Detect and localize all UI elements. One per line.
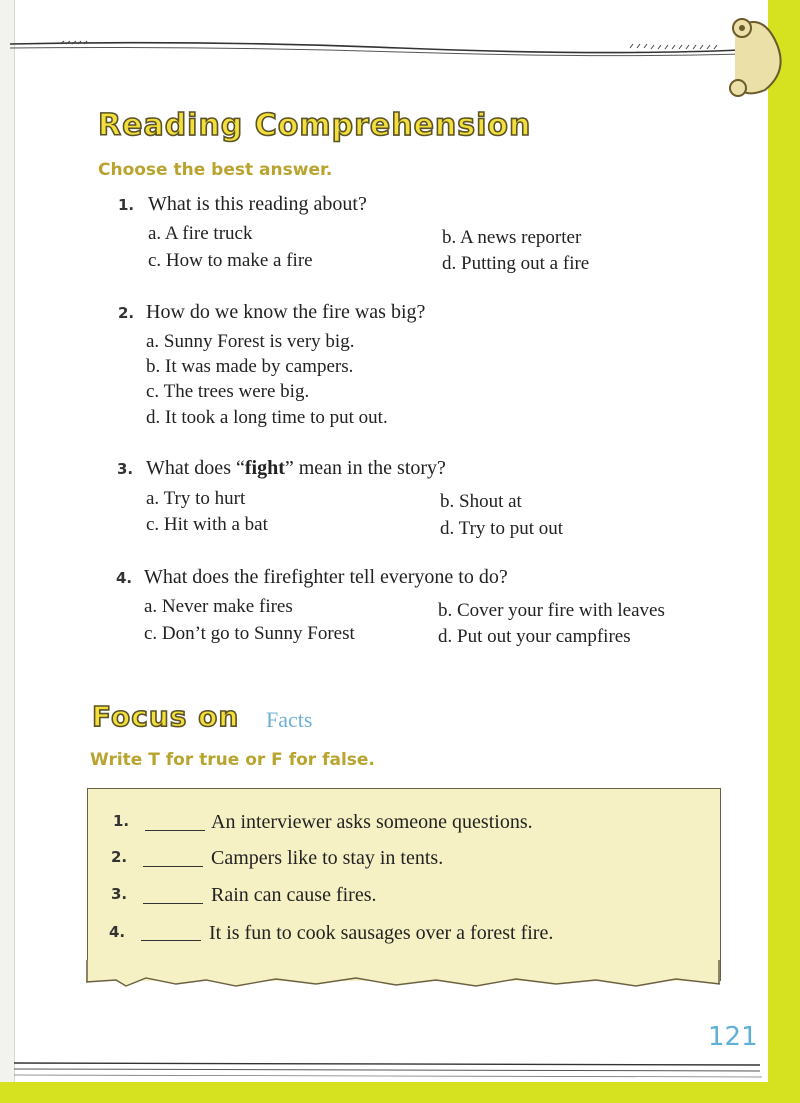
question-number: 1.: [118, 196, 135, 214]
yellow-page-border: [768, 0, 800, 1103]
question-number: 2.: [118, 304, 135, 322]
statement-text: Campers like to stay in tents.: [211, 847, 444, 869]
answer-option[interactable]: c. How to make a fire: [148, 250, 313, 271]
keyword-fight: fight: [244, 457, 285, 479]
focus-heading: Focus on: [92, 700, 240, 733]
focus-topic: Facts: [266, 707, 313, 732]
answer-option[interactable]: d. Putting out a fire: [442, 253, 590, 274]
answer-option[interactable]: c. Don’t go to Sunny Forest: [144, 623, 355, 644]
answer-blank[interactable]: [143, 903, 203, 904]
yellow-bottom-border: [0, 1082, 800, 1103]
answer-option[interactable]: a. A fire truck: [148, 223, 253, 244]
answer-option[interactable]: b. It was made by campers.: [146, 356, 354, 377]
question-text-end: ” mean in the story?: [284, 457, 446, 479]
question-text: What does the firefighter tell everyone to do?: [144, 566, 508, 588]
answer-option[interactable]: d. Put out your campfires: [438, 626, 631, 647]
question-number: 4.: [116, 569, 133, 587]
answer-option[interactable]: a. Never make fires: [144, 596, 293, 617]
answer-option[interactable]: b. Shout at: [440, 491, 522, 512]
section-title: Reading Comprehension: [98, 108, 532, 143]
statement-number: 3.: [111, 885, 128, 903]
page-binding-edge: [0, 0, 15, 1103]
bottom-rule-decoration: [0, 1055, 770, 1085]
answer-blank[interactable]: [145, 830, 205, 831]
question-text: How do we know the fire was big?: [146, 301, 426, 323]
answer-option[interactable]: b. A news reporter: [442, 227, 582, 248]
statement-text: It is fun to cook sausages over a forest fire.: [209, 922, 554, 944]
top-rule-decoration: [0, 0, 800, 110]
instruction-choose: Choose the best answer.: [98, 160, 333, 180]
statement-number: 4.: [109, 923, 126, 941]
answer-option[interactable]: c. The trees were big.: [146, 381, 310, 402]
page-number: 121: [708, 1022, 758, 1052]
statement-number: 1.: [113, 812, 130, 830]
answer-option[interactable]: d. Try to put out: [440, 518, 564, 539]
answer-option[interactable]: a. Try to hurt: [146, 488, 246, 509]
torn-edge-decoration: [86, 960, 722, 1000]
answer-option[interactable]: b. Cover your fire with leaves: [438, 600, 665, 621]
question-text: What is this reading about?: [148, 193, 367, 215]
statement-text: Rain can cause fires.: [211, 884, 377, 906]
answer-option[interactable]: a. Sunny Forest is very big.: [146, 331, 355, 352]
instruction-true-false: Write T for true or F for false.: [90, 750, 375, 770]
statement-text: An interviewer asks someone questions.: [211, 811, 533, 833]
question-text-start: What does “: [146, 457, 245, 479]
question-number: 3.: [117, 460, 134, 478]
statement-number: 2.: [111, 848, 128, 866]
answer-option[interactable]: d. It took a long time to put out.: [146, 407, 388, 428]
answer-blank[interactable]: [141, 940, 201, 941]
answer-option[interactable]: c. Hit with a bat: [146, 514, 268, 535]
answer-blank[interactable]: [143, 866, 203, 867]
scroll-curl-icon: [730, 19, 781, 96]
question-text: [146, 457, 446, 480]
